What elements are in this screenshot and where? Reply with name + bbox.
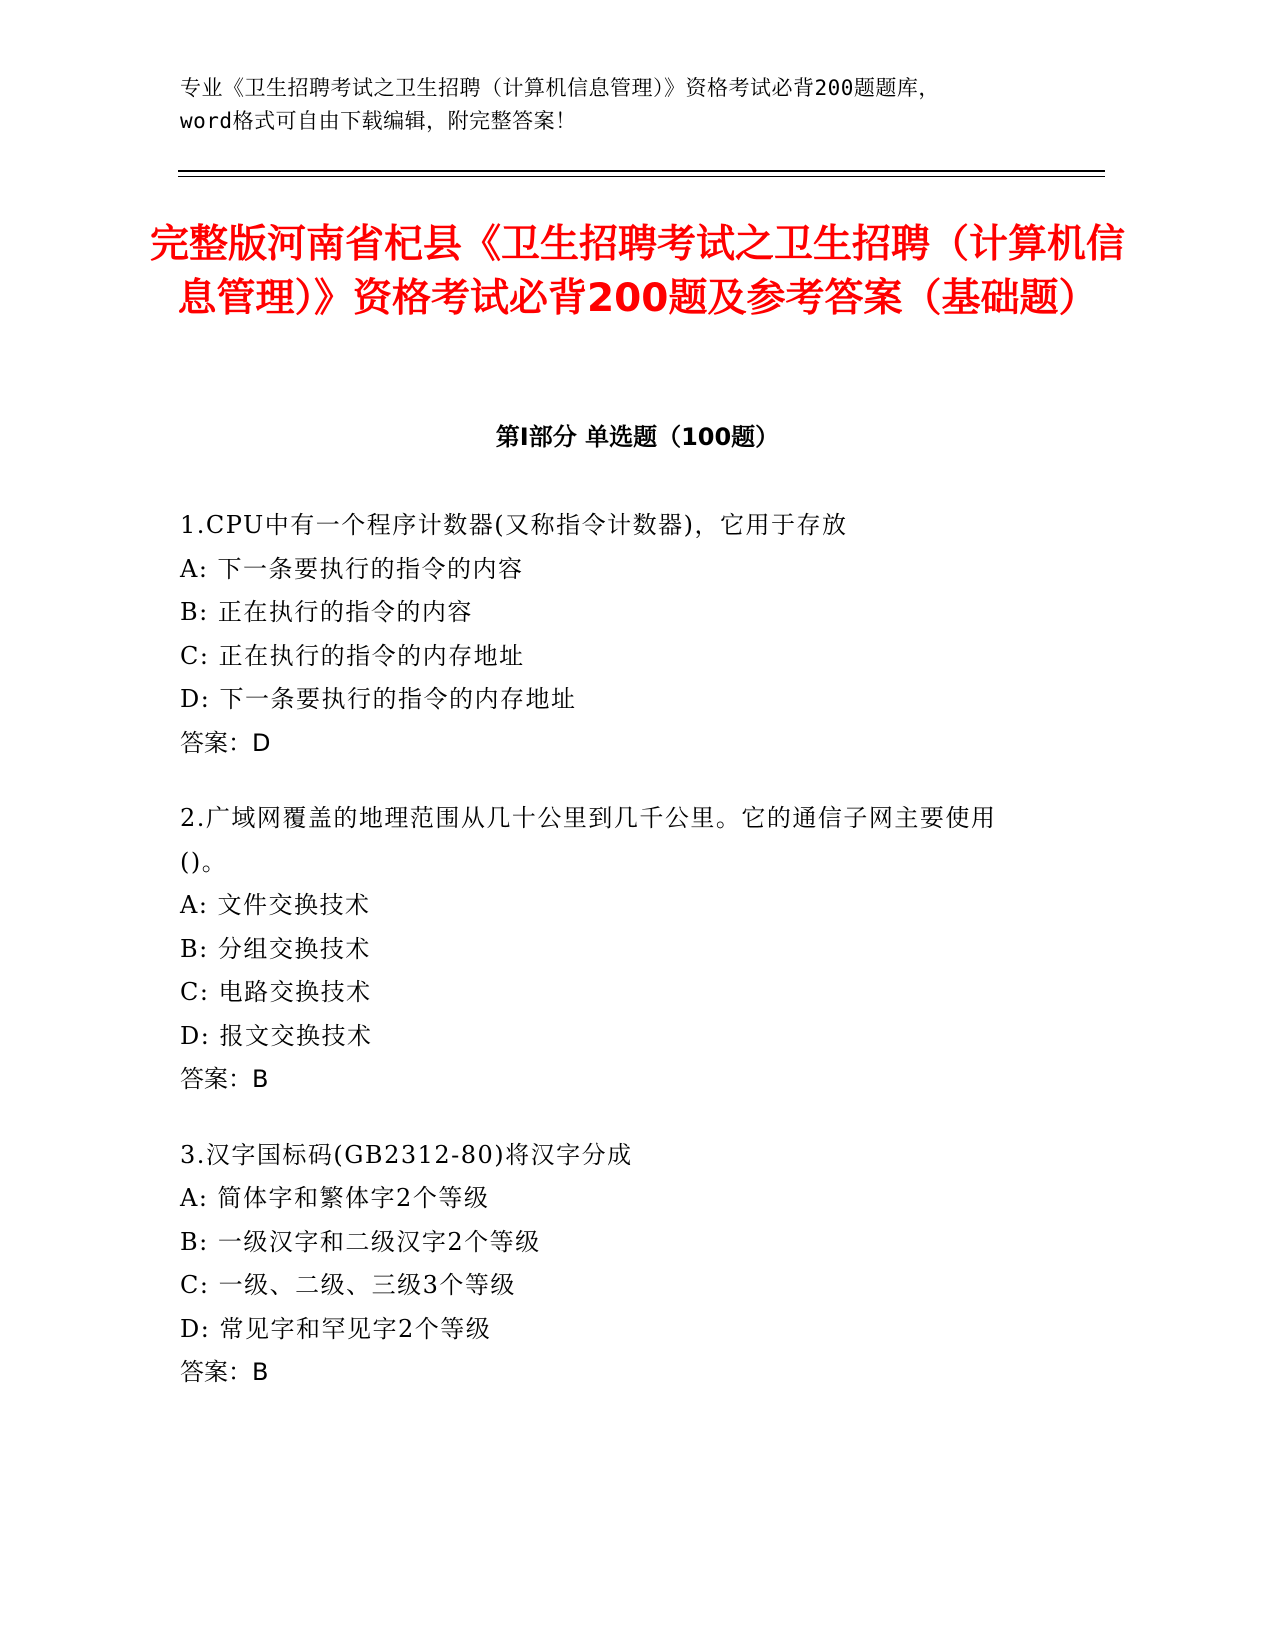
option-a: A: 文件交换技术 (180, 891, 371, 919)
answer-label: 答案：B (180, 1065, 269, 1093)
header-divider-thick (178, 170, 1105, 172)
question-2 (180, 797, 1060, 1102)
answer-label: 答案：D (180, 728, 271, 757)
option-b: B: 正在执行的指令的内容 (180, 598, 473, 626)
question-stem: 3.汉字国标码(GB2312-80)将汉字分成 (180, 1140, 633, 1169)
header-divider-thin (178, 176, 1105, 177)
option-b: B: 分组交换技术 (180, 934, 371, 963)
question-stem: 2.广域网覆盖的地理范围从几十公里到几千公里。它的通信子网主要使用()。 (180, 804, 997, 876)
answer-label: 答案：B (180, 1358, 269, 1386)
header-note-line-1: 专业《卫生招聘考试之卫生招聘（计算机信息管理）》资格考试必背200题题库， (180, 76, 940, 100)
option-d: D: 下一条要执行的指令的内存地址 (180, 685, 577, 713)
question-1 (180, 504, 1060, 765)
question-list (180, 504, 1060, 1427)
option-b: B: 一级汉字和二级汉字2个等级 (180, 1227, 541, 1256)
option-c: C: 一级、二级、三级3个等级 (180, 1271, 516, 1299)
question-stem: 1.CPU中有一个程序计数器(又称指令计数器)，它用于存放 (180, 511, 848, 539)
question-3 (180, 1134, 1060, 1395)
header-note (180, 72, 1060, 138)
header-note-line-2: word格式可自由下载编辑，附完整答案！ (180, 109, 577, 133)
option-d: D: 报文交换技术 (180, 1021, 373, 1050)
section-title: 第Ⅰ部分 单选题（100题） (495, 423, 780, 451)
document-title: 完整版河南省杞县《卫生招聘考试之卫生招聘（计算机信息管理）》资格考试必背200题及参考答案（基础题） (150, 222, 1126, 321)
option-c: C: 正在执行的指令的内存地址 (180, 641, 525, 670)
option-c: C: 电路交换技术 (180, 978, 372, 1006)
option-a: A: 下一条要执行的指令的内容 (180, 554, 524, 583)
option-a: A: 简体字和繁体字2个等级 (180, 1184, 490, 1212)
option-d: D: 常见字和罕见字2个等级 (180, 1314, 492, 1343)
